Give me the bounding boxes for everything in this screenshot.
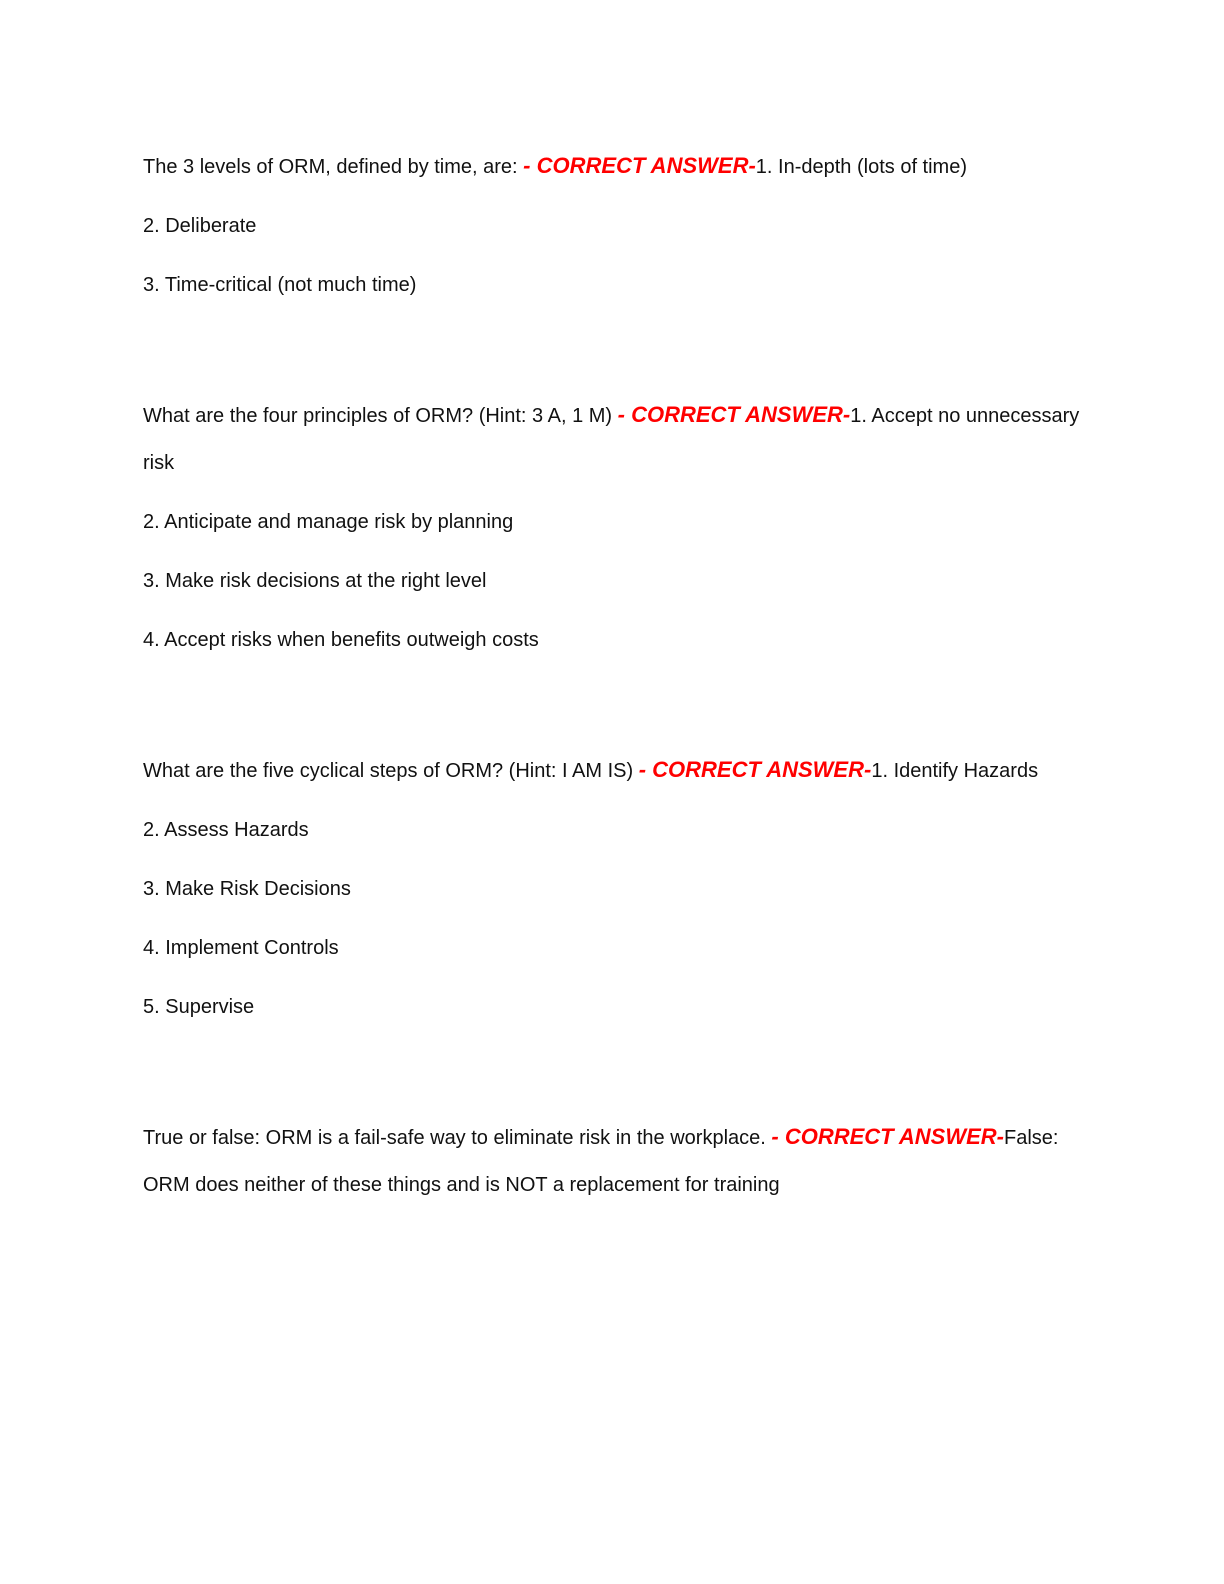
answer-item: 4. Implement Controls [143, 937, 339, 959]
correct-answer-tag: - CORRECT ANSWER- [617, 402, 851, 427]
answer-first-item: 1. In-depth (lots of time) [755, 156, 967, 178]
qa-question-line [143, 142, 1083, 191]
answer-item: 4. Accept risks when benefits outweigh costs [143, 629, 539, 651]
question-text: The 3 levels of ORM, defined by time, are: [143, 156, 524, 178]
answer-first-item: 1. Identify Hazards [871, 760, 1039, 782]
correct-answer-tag: - CORRECT ANSWER- [638, 757, 872, 782]
qa-block-4 [143, 1113, 1083, 1209]
answer-item: 5. Supervise [143, 996, 255, 1018]
answer-item: 2. Anticipate and manage risk by planning [143, 511, 514, 533]
question-text: What are the four principles of ORM? (Hint: 3 A, 1 M) [143, 405, 618, 427]
qa-question-line [143, 746, 1083, 795]
answer-first-item: False: ORM does neither of these things and is NOT a replacement for training [143, 1127, 1059, 1196]
answer-item: 3. Make risk decisions at the right level [143, 570, 487, 592]
answer-item: 3. Make Risk Decisions [143, 878, 351, 900]
answer-item: 3. Time-critical (not much time) [143, 274, 417, 296]
qa-question-line [143, 391, 1083, 487]
answer-item: 2. Assess Hazards [143, 819, 309, 841]
qa-question-line [143, 1113, 1083, 1209]
qa-block-2 [143, 391, 1083, 664]
qa-block-3 [143, 746, 1083, 1031]
answer-item: 2. Deliberate [143, 215, 257, 237]
question-text: What are the five cyclical steps of ORM? (Hint: I AM IS) [143, 760, 639, 782]
answer-first-item: 1. Accept no unnecessary risk [143, 405, 1080, 474]
correct-answer-tag: - CORRECT ANSWER- [523, 153, 756, 178]
question-text: True or false: ORM is a fail-safe way to eliminate risk in the workplace. [143, 1127, 772, 1149]
document-content [143, 142, 1083, 1220]
qa-block-1 [143, 142, 1083, 309]
correct-answer-tag: - CORRECT ANSWER- [771, 1124, 1004, 1149]
